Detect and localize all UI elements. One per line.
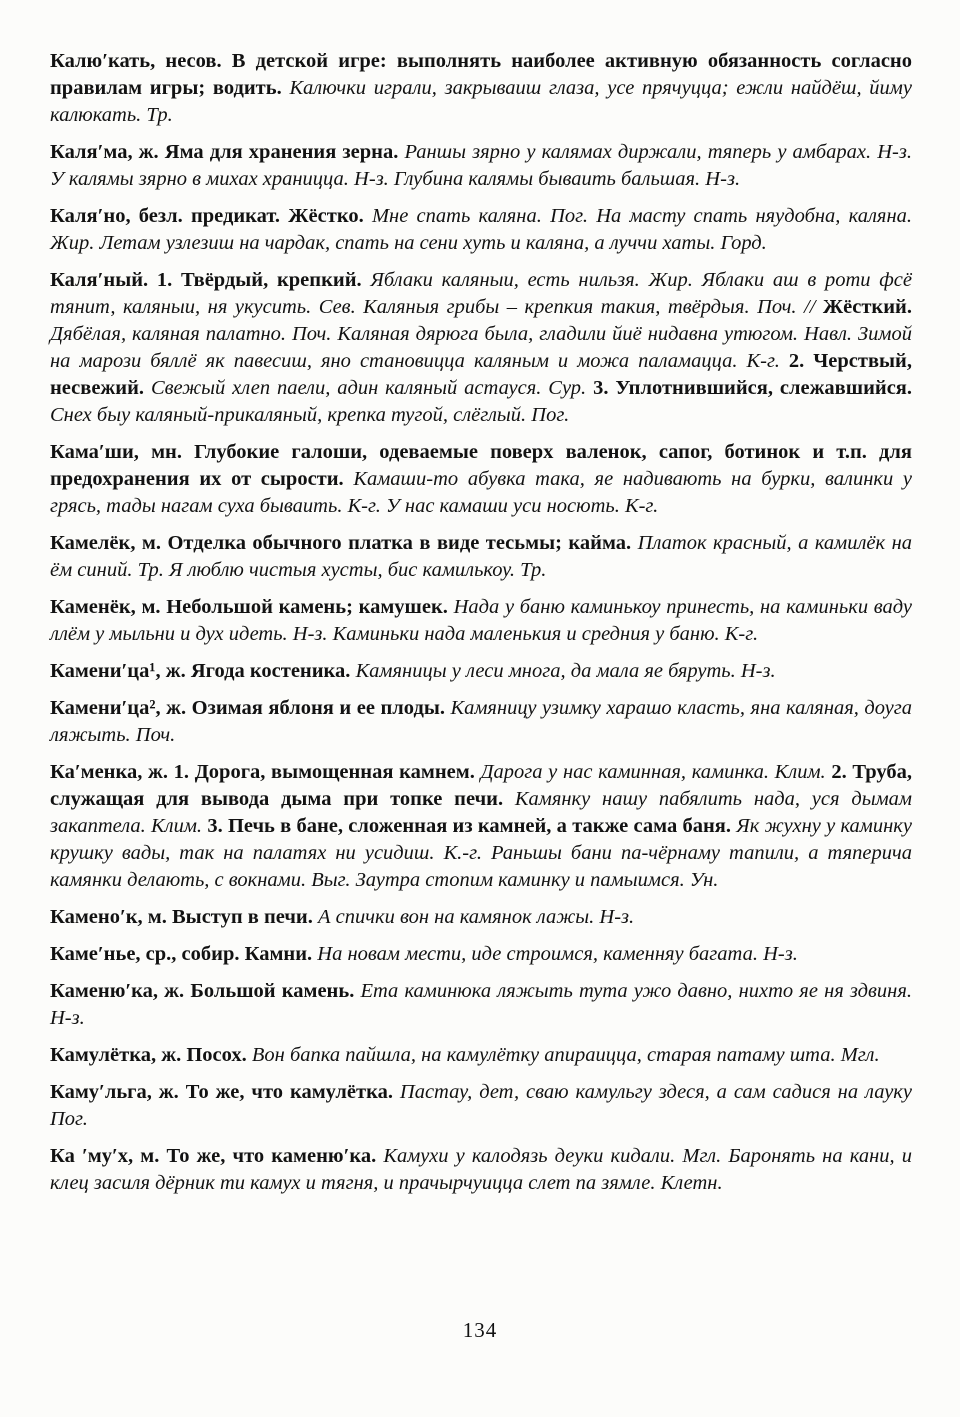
example-quote-text: Калючки играли, закрываиш глаза, усе прячуцца; ежли найдёш, йиму калюкать. Тр. (50, 77, 912, 126)
dictionary-entry (50, 904, 912, 931)
headword-definition-text: 2. Труба, служащая для вывода дыма при топке печи. (50, 761, 912, 810)
example-quote-text: Мне спать каляна. Пог. На масту спать няудобна, каляна. Жир. Летам узлезиш на чардак, спать на сени хуть и каляна, а луччи хаты. Горд. (50, 205, 912, 254)
headword-definition-text: 3. Уплотнившийся, слежавшийся. (593, 377, 913, 399)
example-quote-text: На новам мести, иде строимся, каменняу багата. Н-з. (317, 943, 798, 965)
example-quote-text: Платок красный, а камилёк на ём синий. Тр. Я люблю чистыя хусты, бис камилькоу. Тр. (50, 532, 912, 581)
example-quote-text: Нада у баню каминькоу принесть, на каминьки ваду ллём у мыльни и дух идеть. Н-з. Каминьки нада маленькия и средния у баню. К-г. (50, 596, 912, 645)
dictionary-entry (50, 695, 912, 749)
example-quote-text: Камаши-то абувка така, яе надивають на бурки, валинки у грясь, тады нагам суха бываить. К-г. У нас камаши уси носють. К-г. (50, 468, 913, 517)
example-quote-text: Як жухну у каминку крушку вады, так на палатях ни усидиш. К.-г. Раньшы бани па-чёрнаму тапили, а тяперича камянки делають, с вокнами. Выг. Заутра стопим каминку и памыимся. Ун. (50, 815, 912, 891)
example-quote-text: Яблаки каляныи, есть нильзя. Жир. Яблаки аш в роти фсё тянит, каляныи, ня укусить. Сев. Каляныя грибы – крепкия такия, твёрдыя. Поч. // (50, 269, 912, 318)
example-quote-text: Дарога у нас каминная, каминка. Клим. (480, 761, 832, 783)
example-quote-text: Пастау, дет, сваю камульгу здеся, а сам садися на лауку Пог. (50, 1081, 912, 1130)
headword-definition-text: Каменю′ка, ж. Большой камень. (50, 980, 361, 1002)
example-quote-text: А спички вон на камянок лажы. Н-з. (318, 906, 635, 928)
headword-definition-text: Ка′менка, ж. 1. Дорога, вымощенная камнем. (50, 761, 481, 783)
page-number: 134 (462, 1318, 498, 1342)
dictionary-entry (50, 1042, 912, 1069)
headword-definition-text: Камено′к, м. Выступ в печи. (50, 906, 318, 928)
dictionary-entry (50, 530, 912, 584)
headword-definition-text: 3. Печь в бане, сложенная из камней, а также сама баня. (207, 815, 737, 837)
dictionary-entry (50, 978, 912, 1032)
dictionary-entry (50, 759, 912, 894)
headword-definition-text: Камени′ца¹, ж. Ягода костеника. (50, 660, 356, 682)
example-quote-text: Раншы зярно у калямах диржали, тяперь у амбарах. Н-з. У калямы зярно в михах храницца. Н-з. Глубина калямы бываить бальшая. Н-з. (50, 141, 912, 190)
headword-definition-text: Каме′нье, ср., собир. Камни. (50, 943, 318, 965)
example-quote-text: Снех быу каляный-прикаляный, крепка тугой, слёглый. Пог. (50, 404, 570, 426)
headword-definition-text: Каму′льга, ж. То же, что камулётка. (50, 1081, 400, 1103)
example-quote-text: Камухи у калодязь деуки кидали. Мгл. Баронять на кани, и клец засиля дёрник ти камух и тягня, и прачырчуицца слет па зямле. Клетн. (50, 1145, 912, 1194)
entries-list (50, 48, 912, 1207)
example-quote-text: Камяницы у леси многа, да мала яе бяруть. Н-з. (355, 660, 776, 682)
dictionary-entry (50, 1143, 912, 1197)
headword-definition-text: Камулётка, ж. Посох. (50, 1044, 252, 1066)
dictionary-entry (50, 267, 912, 429)
headword-definition-text: Каля′ма, ж. Яма для хранения зерна. (50, 141, 405, 163)
example-quote-text: Дябёлая, каляная палатно. Поч. Каляная дярюга была, гладили йиё нидавна утюгом. Навл. Зимой на марози бяллё як павесиш, яно становицца каляным и можа паламацца. К-г. (50, 323, 912, 372)
headword-definition-text: Кама′ши, мн. Глубокие галоши, одеваемые поверх валенок, сапог, ботинок и т.п. для предохранения их от сырости. (50, 441, 912, 490)
example-quote-text: Вон бапка пайшла, на камулётку апираицца, старая патаму шта. Мгл. (251, 1044, 880, 1066)
headword-definition-text: Камелёк, м. Отделка обычного платка в виде тесьмы; кайма. (50, 532, 638, 554)
dictionary-entry (50, 594, 912, 648)
example-quote-text: Свежый хлеп паели, адин каляный астауся. Сур. (150, 377, 594, 399)
headword-definition-text: Каля′ный. 1. Твёрдый, крепкий. (50, 269, 371, 291)
headword-definition-text: Камени′ца², ж. Озимая яблоня и ее плоды. (50, 697, 451, 719)
dictionary-entry (50, 941, 912, 968)
dictionary-entry (50, 1079, 912, 1133)
headword-definition-text: Каля′но, безл. предикат. Жёстко. (50, 205, 372, 227)
example-quote-text: Камянку нашу пабялить нада, уся дымам закаптела. Клим. (50, 788, 912, 837)
headword-definition-text: Калю′кать, несов. В детской игре: выполнять наиболее активную обязанность согласно правилам игры; водить. (50, 50, 912, 99)
example-quote-text: Ета каминюка ляжыть тута ужо давно, нихто яе ня здвиня. Н-з. (50, 980, 913, 1029)
dictionary-entry (50, 203, 912, 257)
dictionary-entry (50, 658, 912, 685)
dictionary-entry (50, 439, 912, 520)
headword-definition-text: 2. Черствый, несвежий. (50, 350, 912, 399)
dictionary-entry (50, 139, 912, 193)
headword-definition-text: Каменёк, м. Небольшой камень; камушек. (50, 596, 454, 618)
headword-definition-text: Жёсткий. (822, 296, 912, 318)
dictionary-entry (50, 48, 912, 129)
example-quote-text: Камяницу узимку харашо класть, яна каляная, доуга ляжыть. Поч. (50, 697, 912, 746)
headword-definition-text: Ка ′му′х, м. То же, что каменю′ка. (50, 1145, 384, 1167)
